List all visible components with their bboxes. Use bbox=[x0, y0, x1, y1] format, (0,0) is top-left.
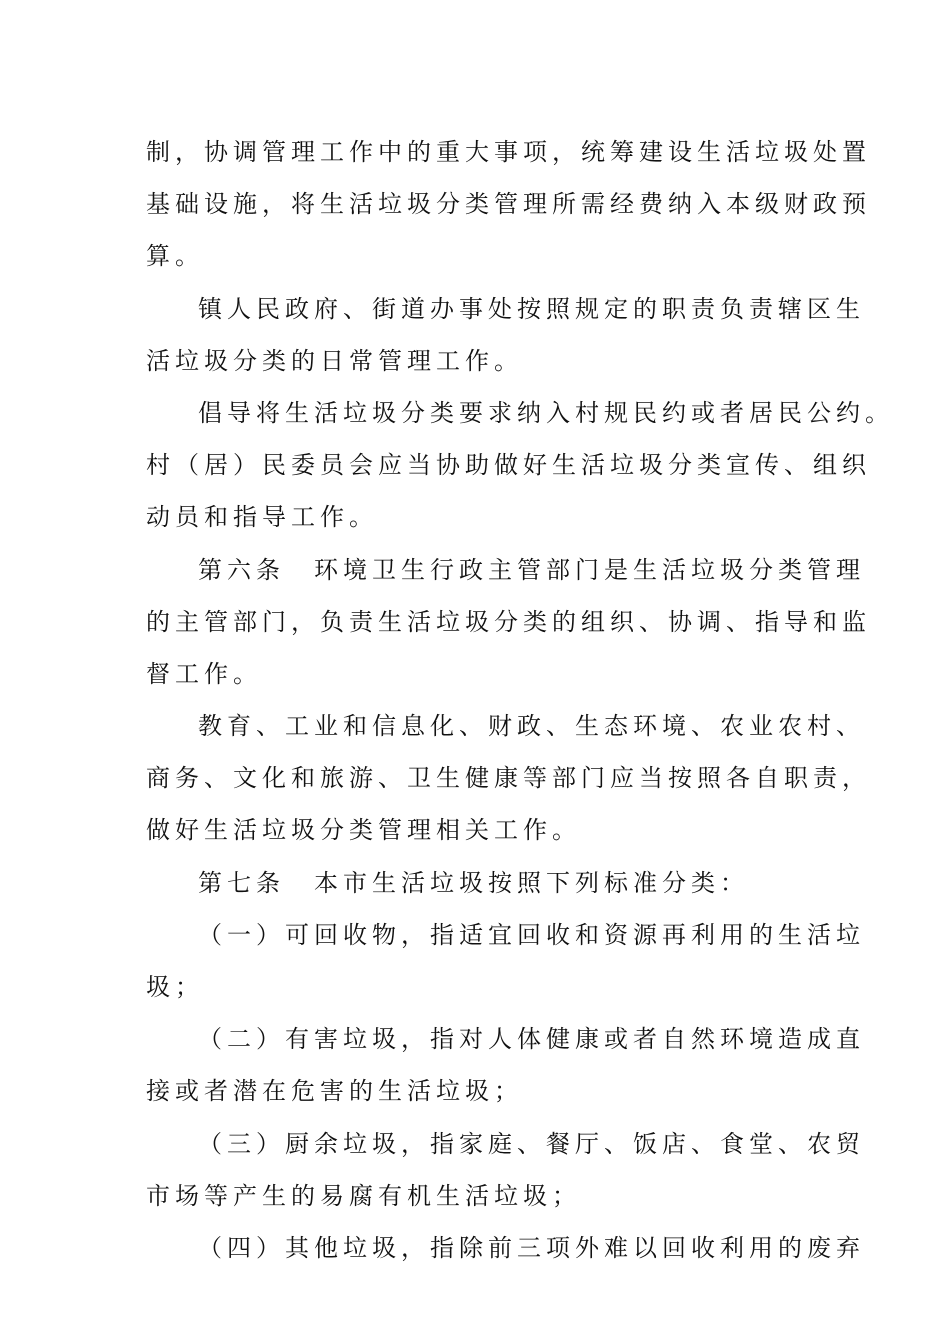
paragraph bbox=[146, 387, 894, 544]
text-line: （一）可回收物，指适宜回收和资源再利用的生活垃 bbox=[198, 920, 865, 949]
paragraph bbox=[146, 283, 865, 387]
text-line: 村（居）民委员会应当协助做好生活垃圾分类宣传、组织 bbox=[146, 451, 871, 480]
text-line: 圾； bbox=[146, 973, 204, 1001]
text-line: 第七条 本市生活垃圾按照下列标准分类： bbox=[198, 868, 749, 897]
text-line: 算。 bbox=[146, 242, 204, 271]
text-line: （三）厨余垃圾，指家庭、餐厅、饭店、食堂、农贸 bbox=[198, 1129, 865, 1158]
text-line: 督工作。 bbox=[146, 659, 262, 688]
text-line: 倡导将生活垃圾分类要求纳入村规民约或者居民公约。 bbox=[198, 398, 894, 427]
text-line: 商务、文化和旅游、卫生健康等部门应当按照各自职责， bbox=[146, 764, 871, 793]
text-line: （二）有害垃圾，指对人体健康或者自然环境造成直 bbox=[198, 1025, 865, 1054]
text-line: 第六条 环境卫生行政主管部门是生活垃圾分类管理 bbox=[198, 555, 865, 584]
text-line: 活垃圾分类的日常管理工作。 bbox=[146, 346, 523, 375]
text-line: 做好生活垃圾分类管理相关工作。 bbox=[146, 816, 581, 845]
paragraph bbox=[146, 544, 871, 701]
paragraph bbox=[146, 700, 871, 857]
text-line: 动员和指导工作。 bbox=[146, 503, 378, 532]
text-line: 教育、工业和信息化、财政、生态环境、农业农村、 bbox=[198, 712, 865, 741]
paragraph bbox=[146, 1222, 865, 1274]
paragraph bbox=[146, 909, 865, 1013]
paragraph bbox=[146, 857, 806, 909]
paragraph bbox=[146, 126, 871, 283]
text-line: 基础设施，将生活垃圾分类管理所需经费纳入本级财政预 bbox=[146, 190, 871, 219]
text-line: 的主管部门，负责生活垃圾分类的组织、协调、指导和监 bbox=[146, 607, 871, 636]
text-line: 制，协调管理工作中的重大事项，统筹建设生活垃圾处置 bbox=[146, 138, 871, 166]
document-body bbox=[146, 126, 894, 1274]
text-line: 市场等产生的易腐有机生活垃圾； bbox=[146, 1181, 581, 1210]
paragraph bbox=[146, 1013, 865, 1117]
paragraph bbox=[146, 1118, 865, 1222]
text-line: 镇人民政府、街道办事处按照规定的职责负责辖区生 bbox=[198, 294, 865, 323]
text-line: （四）其他垃圾，指除前三项外难以回收利用的废弃 bbox=[198, 1233, 865, 1262]
text-line: 接或者潜在危害的生活垃圾； bbox=[146, 1077, 523, 1106]
